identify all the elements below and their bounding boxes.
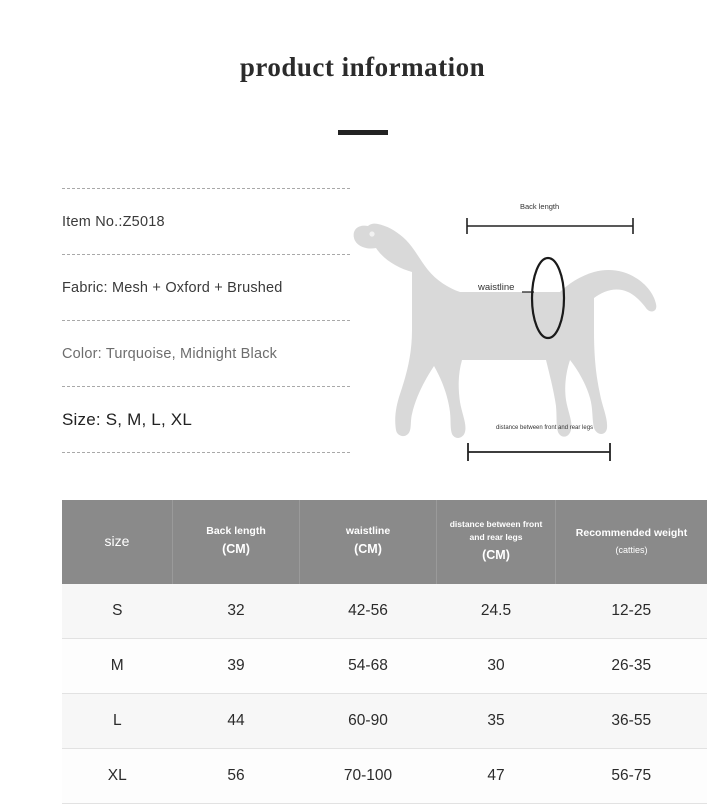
header-weight: [556, 500, 708, 584]
cell-weight: 36-55: [556, 694, 708, 749]
header-size: [62, 500, 173, 584]
header-back-length-label: Back length: [206, 524, 266, 537]
cell-weight: 12-25: [556, 584, 708, 639]
spec-row-item-no: [62, 190, 350, 254]
header-distance: [437, 500, 556, 584]
size-chart-header: [62, 500, 707, 584]
table-row: [62, 749, 707, 804]
table-row: [62, 584, 707, 639]
spec-fabric: Fabric: Mesh + Oxford + Brushed: [62, 280, 283, 296]
table-row: [62, 639, 707, 694]
cell-back-length: 32: [173, 584, 300, 639]
header-waistline-label: waistline: [345, 524, 391, 537]
size-chart-body: [62, 584, 707, 804]
cell-waistline: 42-56: [300, 584, 437, 639]
spec-item-no: Item No.:Z5018: [62, 214, 165, 230]
cell-size: M: [62, 639, 173, 694]
spec-color: Color: Turquoise, Midnight Black: [62, 346, 278, 362]
cell-weight: 56-75: [556, 749, 708, 804]
size-chart-table: [62, 500, 707, 804]
table-header-row: [62, 500, 707, 584]
label-waistline: waistline: [478, 282, 515, 293]
header-back-length: [173, 500, 300, 584]
cell-back-length: 39: [173, 639, 300, 694]
header-back-length-unit: (CM): [222, 542, 250, 557]
dog-measurement-illustration: [350, 180, 702, 480]
header-distance-unit: (CM): [482, 547, 510, 562]
cell-size: XL: [62, 749, 173, 804]
product-spec-list: [62, 188, 350, 454]
header-waistline-unit: (CM): [354, 542, 382, 557]
cell-waistline: 70-100: [300, 749, 437, 804]
label-distance-between-legs: distance between front and rear legs: [496, 425, 594, 431]
title-divider: [338, 130, 388, 135]
page-title: product information: [239, 52, 486, 82]
table-row: [62, 694, 707, 749]
cell-distance: 47: [437, 749, 556, 804]
spec-divider: [62, 452, 350, 454]
spec-size: Size: S, M, L, XL: [62, 410, 193, 429]
header-weight-label: Recommended weight: [575, 527, 688, 540]
cell-back-length: 56: [173, 749, 300, 804]
cell-distance: 24.5: [437, 584, 556, 639]
cell-back-length: 44: [173, 694, 300, 749]
label-back-length: Back length: [520, 202, 560, 211]
cell-size: L: [62, 694, 173, 749]
spec-row-fabric: [62, 256, 350, 320]
header-waistline: [300, 500, 437, 584]
cell-weight: 26-35: [556, 639, 708, 694]
header-distance-label: distance between front and rear legs: [449, 518, 543, 543]
cell-distance: 35: [437, 694, 556, 749]
cell-distance: 30: [437, 639, 556, 694]
cell-waistline: 54-68: [300, 639, 437, 694]
spec-row-color: [62, 322, 350, 386]
cell-waistline: 60-90: [300, 694, 437, 749]
spec-row-size: [62, 388, 350, 452]
dog-silhouette-icon: [350, 180, 702, 480]
cell-size: S: [62, 584, 173, 639]
header-weight-unit: (catties): [615, 544, 648, 555]
header-size-label: size: [104, 533, 130, 549]
